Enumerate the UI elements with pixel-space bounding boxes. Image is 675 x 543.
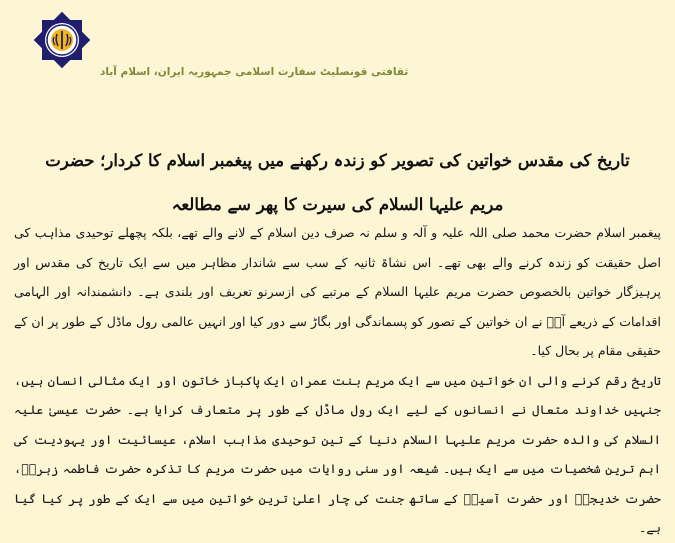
organization-name: ثقافتی قونصلیٹ سفارت اسلامی جمہوریہ ایران، اسلام آباد [100, 66, 409, 78]
article-title: تاریخ کی مقدس خواتین کی تصویر کو زندہ رکھنے میں پیغمبر اسلام کا کردار؛ حضرت مریم علیہا السلام کی سیرت کا پھر سے مطالعہ [45, 151, 630, 215]
consulate-logo [28, 6, 96, 74]
article-paragraph: تاریخ رقم کرنے والی ان خواتین میں سے ایک مریم بنت عمران ایک پاکباز خاتون اور ایک مثالی انسان ہیں، جنہیں خداوند متعال نے انسانوں کے لیے ایک رول ماڈل کے طور پر متعارف کرایا ہے۔ حضرت عیسیٰ علیہ السلام کی والدہ حضرت مریم علیہا السلام دنیا کے تین توحیدی مذاہب اسلام، عیسائیت اور یہودیت کی اہم ترین شخصیات میں سے ایک ہیں۔ شیعہ اور سنی روایات میں حضرت مریم کا تذکرہ حضرت فاطمہ زہراؑ، حضرت خدیجہؑ اور حضرت آسیہؑ کے ساتھ جنت کی چار اعلیٰ ترین خواتین میں سے ایک کے طور پر کیا گیا ہے۔ [14, 372, 661, 535]
article-paragraph: پیغمبر اسلام حضرت محمد صلی اللہ علیہ و آلہ و سلم نہ صرف دین اسلام کے لانے والے تھے، بلکہ پچھلے توحیدی مذاہب کی اصل حقیقت کو زندہ کرنے والے بھی تھے۔ اس نشاۃ ثانیہ کے سب سے شاندار مظاہر میں سے ایک تاریخ کی مقدس اور پرہیزگار خواتین بالخصوص حضرت مریم علیہا السلام کے مرتبے کی ازسرنو تعریف اور بلندی ہے۔ دانشمندانہ اور الہامی اقدامات کے ذریعے آپؐ نے ان خواتین کے تصور کو پسماندگی اور بگاڑ سے دور کیا اور انہیں عالمی رول ماڈل کے طور پر ان کے حقیقی مقام پر بحال کیا۔ [14, 225, 661, 358]
article-body [14, 218, 661, 543]
star-emblem-icon [28, 6, 96, 74]
